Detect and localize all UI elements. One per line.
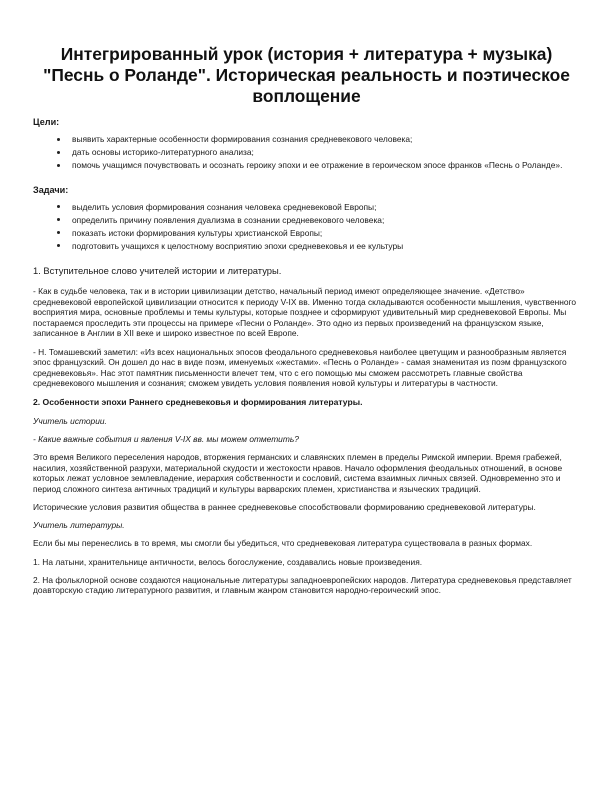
- goals-label: Цели:: [33, 117, 60, 127]
- section2-paragraph-2: Исторические условия развития общества в раннее средневековье способствовали формированию средневековой литературы.: [33, 501, 536, 512]
- page-title: Интегрированный урок (история + литература + музыка) "Песнь о Роланде". Историческая реальность и поэтическое воплощение: [43, 44, 570, 106]
- list-item: подготовить учащихся к целостному восприятию эпохи средневековья и ее культуры: [72, 241, 580, 252]
- section1-heading: 1. Вступительное слово учителей истории и литературы.: [33, 265, 282, 277]
- teacher-literature-label: Учитель литературы.: [33, 520, 125, 531]
- goals-list: [33, 134, 580, 171]
- section2-paragraph-4: 1. На латыни, хранительнице античности, велось богослужение, создавались новые произведения.: [33, 556, 423, 567]
- list-item: выявить характерные особенности формирования сознания средневекового человека;: [72, 134, 580, 145]
- tasks-list: [33, 202, 580, 252]
- section2-heading: 2. Особенности эпохи Раннего средневековья и формирования литературы.: [33, 396, 363, 407]
- question-text: - Какие важные события и явления V-IX вв. мы можем отметить?: [33, 433, 299, 444]
- section1-paragraph-1: - Как в судьбе человека, так и в истории цивилизации детство, начальный период имеют определяющее значение. «Детство» средневековой европейской цивилизации относится к периоду V-IX вв. Именно тогда складываются особенности мышления, чувственного восприятия мира, основные проблемы и темы культуры, которые позднее и сформируют удивительный мир средневековой Европы. Мы постараемся проследить эти процессы на примере «Песни о Роланде». Это одно из первых произведений на французском языке, записанное в Англии в XII веке и широко известное по всей Европе.: [33, 286, 577, 339]
- document-page: [33, 44, 580, 604]
- tasks-label: Задачи:: [33, 184, 69, 195]
- list-item: показать истоки формирования культуры христианской Европы;: [72, 228, 580, 239]
- teacher-history-label: Учитель истории.: [33, 415, 107, 426]
- list-item: помочь учащимся почувствовать и осознать героику эпохи и ее отражение в героическом эпосе франков «Песнь о Роланде».: [72, 160, 580, 171]
- list-item: выделить условия формирования сознания человека средневековой Европы;: [72, 202, 580, 213]
- section1-paragraph-2: - Н. Томашевский заметил: «Из всех национальных эпосов феодального средневековья наиболее цветущим и разнообразным является эпос французский. Он дошел до нас в виде поэм, именуемых «жестами». «Песнь о Роланде» - самая знаменитая из поэм французского средневековья». Нас этот памятник письменности влечет тем, что с его помощью мы сможем рассмотреть главные свойства средневекового мышления и сознания; сможем увидеть условия появления новой культуры и литературы в частности.: [33, 346, 567, 389]
- list-item: определить причину появления дуализма в сознании средневекового человека;: [72, 215, 580, 226]
- section2-paragraph-5: 2. На фольклорной основе создаются национальные литературы западноевропейских народов. Литература средневековья представляет доавторскую стадию литературного развития, и главным жанром становится народно-героический эпос.: [33, 574, 572, 596]
- list-item: дать основы историко-литературного анализа;: [72, 147, 580, 158]
- section2-paragraph-3: Если бы мы перенеслись в то время, мы смогли бы убедиться, что средневековая литература существовала в разных формах.: [33, 538, 533, 549]
- section2-paragraph-1: Это время Великого переселения народов, вторжения германских и славянских племен в пределы Римской империи. Время грабежей, насилия, хозяйственной разрухи, материальной скудости и жестокости нравов. Начало оформления феодальных отношений, в основе которых лежат условное землевладение, иерархия собственности и сословий, система взаимных личных связей. Одновременно это и период сложного синтеза античных традиций и культуры варварских племен, христианства и языческих традиций.: [33, 452, 563, 494]
